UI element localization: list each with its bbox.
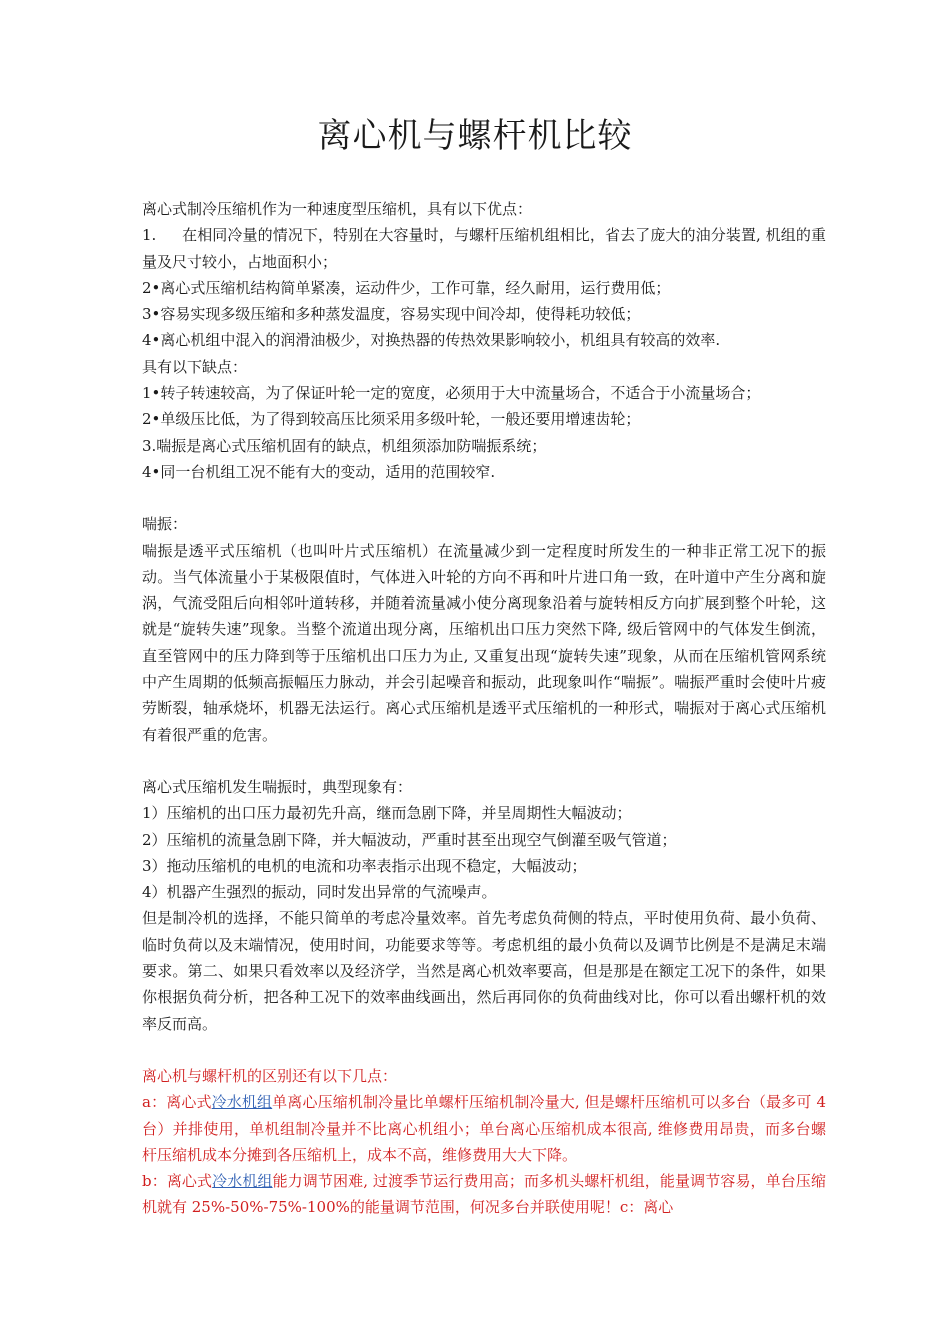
surge-heading: 喘振： bbox=[142, 515, 188, 534]
phenomena-item-1: 1）压缩机的出口压力最初先升高，继而急剧下降，并呈周期性大幅波动； bbox=[142, 804, 632, 823]
disadvantage-item-3: 3.喘振是离心式压缩机固有的缺点，机组须添加防喘振系统； bbox=[142, 436, 547, 455]
spacer bbox=[142, 1037, 826, 1063]
difference-a-text: 单离心压缩机制冷量比单螺杆压缩机制冷量大, 但是螺杆压缩机可以多台（最多可 4 台）并排使用，单机组制冷量并不比离心机组小；单台离心压缩机成本很高, 维修费用昂贵，而多台螺杆压缩机成本分摊到各压缩机上，成本不高，维修费用大大下降。 bbox=[142, 1093, 826, 1164]
phenomena-item-2: 2）压缩机的流量急剧下降，并大幅波动，严重时甚至出现空气倒灌至吸气管道； bbox=[142, 830, 677, 849]
document-body bbox=[142, 196, 826, 1221]
advantages-intro: 离心式制冷压缩机作为一种速度型压缩机，具有以下优点： bbox=[142, 200, 533, 218]
phenomena-item-3: 3）拖动压缩机的电机的电流和功率表指示出现不稳定，大幅波动； bbox=[142, 856, 587, 875]
phenomena-intro: 离心式压缩机发生喘振时，典型现象有： bbox=[142, 777, 413, 796]
difference-b-text: 能力调节困难, 过渡季节运行费用高；而多机头螺杆机组，能量调节容易，单台压缩机就有 25%-50%-75%-100%的能量调节范围，何况多台并联使用呢！c：离心 bbox=[142, 1172, 826, 1217]
advantage-item-1-text: 在相同冷量的情况下，特别在大容量时，与螺杆压缩机组相比，省去了庞大的油分装置, 机组的重量及尺寸较小，占地面积小； bbox=[142, 226, 826, 271]
disadvantages-intro: 具有以下缺点： bbox=[142, 357, 248, 376]
surge-body: 喘振是透平式压缩机（也叫叶片式压缩机）在流量减少到一定程度时所发生的一种非正常工况下的振动。当气体流量小于某极限值时，气体进入叶轮的方向不再和叶片进口角一致，在叶道中产生分离和旋涡，气流受阻后向相邻叶道转移，并随着流量减小使分离现象沿着与旋转相反方向扩展到整个叶轮，这就是“旋转失速”现象。当整个流道出现分离，压缩机出口压力突然下降, 级后管网中的气体发生倒流，直至管网中的压力降到等于压缩机出口压力为止, 又重复出现“旋转失速”现象，从而在压缩机管网系统中产生周期的低频高振幅压力脉动，并会引起噪音和振动，此现象叫作“喘振”。喘振严重时会使叶片疲劳断裂，轴承烧坏，机器无法运行。离心式压缩机是透平式压缩机的一种形式，喘振对于离心式压缩机有着很严重的危害。 bbox=[142, 541, 826, 744]
advantage-item-2: 2•离心式压缩机结构简单紧凑，运动件少，工作可靠，经久耐用，运行费用低； bbox=[142, 278, 671, 297]
chiller-link-a[interactable]: 冷水机组 bbox=[211, 1093, 273, 1112]
advantage-item-1 bbox=[142, 222, 826, 275]
chiller-link-b[interactable]: 冷水机组 bbox=[212, 1172, 273, 1191]
spacer bbox=[142, 485, 826, 511]
advantage-item-3: 3•容易实现多级压缩和多种蒸发温度，容易实现中间冷却，使得耗功较低； bbox=[142, 305, 641, 324]
page-title: 离心机与螺杆机比较 bbox=[317, 116, 633, 156]
differences-intro: 离心机与螺杆机的区别还有以下几点： bbox=[142, 1066, 398, 1085]
disadvantage-item-4: 4•同一台机组工况不能有大的变动，适用的范围较窄. bbox=[142, 462, 496, 481]
selection-paragraph: 但是制冷机的选择，不能只简单的考虑冷量效率。首先考虑负荷侧的特点，平时使用负荷、最小负荷、临时负荷以及末端情况，使用时间，功能要求等等。考虑机组的最小负荷以及调节比例是不是满足末端要求。第二、如果只看效率以及经济学，当然是离心机效率要高，但是那是在额定工况下的条件，如果你根据负荷分析，把各种工况下的效率曲线画出，然后再同你的负荷曲线对比，你可以看出螺杆机的效率反而高。 bbox=[142, 909, 826, 1033]
phenomena-item-4: 4）机器产生强烈的振动，同时发出异常的气流噪声。 bbox=[142, 883, 497, 902]
spacer bbox=[142, 748, 826, 774]
difference-a bbox=[142, 1089, 826, 1168]
advantage-item-1-number: 1. bbox=[142, 226, 157, 245]
disadvantage-item-2: 2•单级压比低，为了得到较高压比须采用多级叶轮，一般还要用增速齿轮； bbox=[142, 410, 641, 429]
difference-b-prefix: b：离心式 bbox=[142, 1172, 213, 1191]
difference-b bbox=[142, 1168, 826, 1221]
difference-a-prefix: a：离心式 bbox=[142, 1093, 212, 1112]
advantage-item-4: 4•离心机组中混入的润滑油极少，对换热器的传热效果影响较小，机组具有较高的效率. bbox=[142, 331, 721, 350]
disadvantage-item-1: 1•转子转速较高，为了保证叶轮一定的宽度，必须用于大中流量场合，不适合于小流量场合； bbox=[142, 384, 761, 403]
